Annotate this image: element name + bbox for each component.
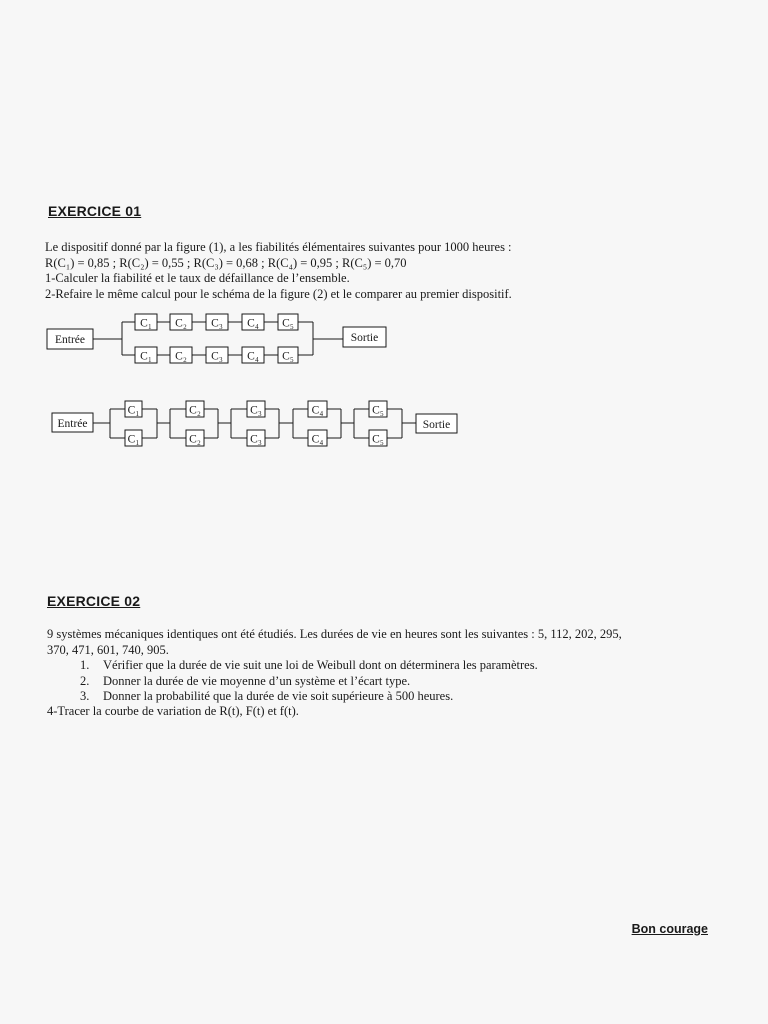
closing-note: Bon courage — [631, 922, 708, 936]
exercise-2-intro-line-1: 9 systèmes mécaniques identiques ont été étudiés. Les durées de vie en heures sont les suivantes : 5, 112, 202, 295, — [47, 627, 622, 641]
exercise-1-heading: EXERCICE 01 — [48, 203, 142, 219]
fig1-bottom-c1-label: C₁ — [140, 350, 152, 363]
fig2-pair4-bottom-label: C₄ — [311, 433, 324, 446]
step-1 — [80, 658, 538, 674]
fig1-bottom-c3-label: C₃ — [211, 350, 223, 363]
fig2-pair1-top-label: C₁ — [127, 404, 140, 417]
fig1-bottom-c2-label: C₂ — [175, 350, 187, 363]
exercise-2-question-4: 4-Tracer la courbe de variation de R(t), F(t) et f(t). — [47, 704, 299, 718]
fig2-pair5-bottom-label: C₅ — [372, 433, 384, 446]
exercise-2-steps — [80, 658, 538, 705]
fig1-top-c1-label: C₁ — [140, 317, 152, 330]
fig1-input-label: Entrée — [54, 334, 86, 346]
fig1-bottom-c5-label: C₅ — [282, 350, 294, 363]
exercise-2-statement — [47, 627, 707, 658]
step-3-text: Donner la probabilité que la durée de vie soit supérieure à 500 heures. — [103, 689, 454, 703]
fig1-top-c4-label: C₄ — [247, 317, 259, 330]
step-1-text: Vérifier que la durée de vie suit une loi de Weibull dont on déterminera les paramètres. — [103, 658, 538, 672]
fig1-output-label: Sortie — [350, 332, 379, 344]
fig2-pair1-bottom-label: C₁ — [127, 433, 140, 446]
exercise-2-heading: EXERCICE 02 — [47, 593, 141, 609]
fig2-input-label: Entrée — [57, 418, 88, 430]
exercise-1-intro: Le dispositif donné par la figure (1), a les fiabilités élémentaires suivantes pour 1000 heures : — [45, 240, 512, 254]
step-2-text: Donner la durée de vie moyenne d’un système et l’écart type. — [103, 673, 411, 688]
step-1-number: 1. — [80, 658, 90, 672]
fig1-bottom-c4-label: C₄ — [247, 350, 259, 363]
step-3 — [80, 689, 538, 705]
fig1-top-c3-label: C₃ — [211, 317, 223, 330]
fig1-top-c2-label: C₂ — [175, 317, 187, 330]
fig2-pair4-top-label: C₄ — [311, 404, 324, 417]
step-2-number: 2. — [80, 673, 90, 688]
fig2-output-label: Sortie — [422, 419, 451, 431]
fig2-pair2-top-label: C₂ — [189, 404, 201, 417]
fig1-top-c5-label: C₅ — [282, 317, 294, 330]
fig2-pair5-top-label: C₅ — [372, 404, 384, 417]
exercise-1-question-1: 1-Calculer la fiabilité et le taux de défaillance de l’ensemble. — [45, 271, 350, 285]
exercise-1-question-2: 2-Refaire le même calcul pour le schéma de la figure (2) et le comparer au premier dispositif. — [45, 286, 512, 301]
reliability-values: R(C₁) = 0,85 ; R(C₂) = 0,55 ; R(C₃) = 0,68 ; R(C₄) = 0,95 ; R(C₅) = 0,70 — [45, 255, 407, 270]
exercise-2-intro-line-2: 370, 471, 601, 740, 905. — [47, 642, 169, 657]
fig2-pair3-bottom-label: C₃ — [250, 433, 262, 446]
step-3-number: 3. — [80, 689, 90, 703]
fig2-pair2-bottom-label: C₂ — [189, 433, 201, 446]
step-2 — [80, 674, 538, 690]
fig2-pair3-top-label: C₃ — [250, 404, 262, 417]
